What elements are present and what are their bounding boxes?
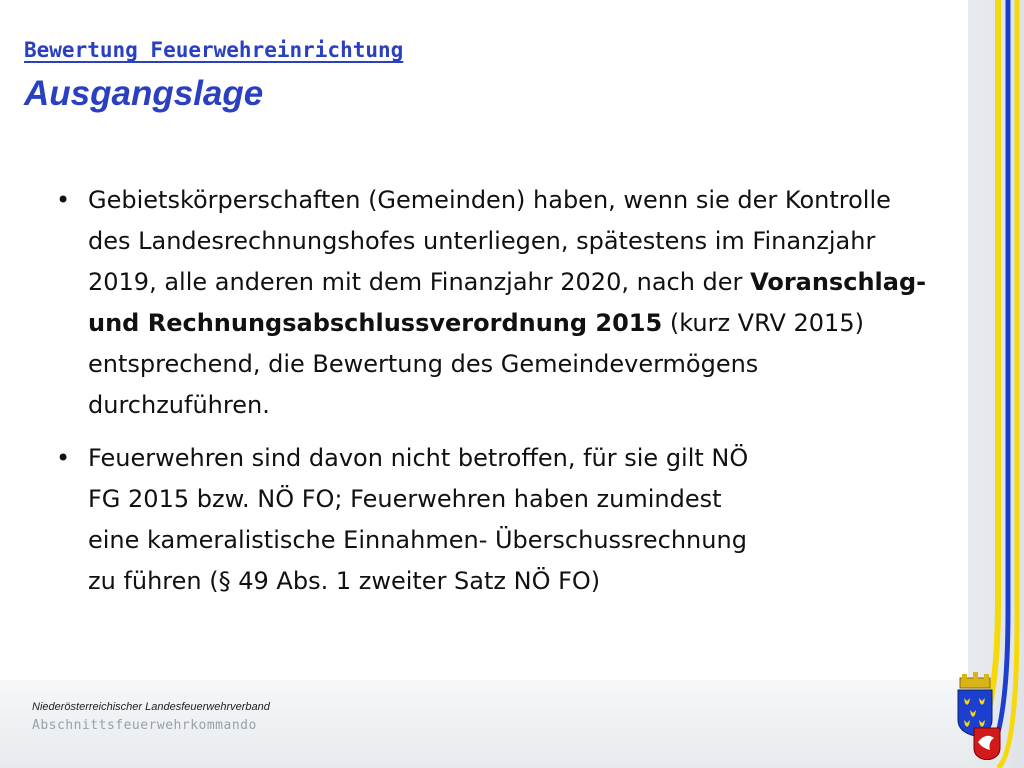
bullet-text-end: (kurz VRV 2015) entsprechend, die Bewertung des Gemeindevermögens durchzuführen. — [88, 309, 864, 419]
bullet-line: eine kameralistische Einnahmen- Überschussrechnung — [88, 526, 747, 554]
bullet-symbol: • — [56, 444, 71, 472]
bullet-list — [56, 180, 936, 614]
noe-firefighter-crest-icon — [950, 672, 1002, 760]
bullet-line: Feuerwehren sind davon nicht betroffen, für sie gilt NÖ — [88, 444, 749, 472]
bullet-line: zu führen (§ 49 Abs. 1 zweiter Satz NÖ FO) — [88, 567, 601, 595]
footer-unit: Abschnittsfeuerwehrkommando — [32, 718, 257, 733]
bullet-symbol: • — [56, 186, 71, 214]
bullet-bold-text: Voranschlag- und Rechnungsabschlussverordnung 2015 — [88, 268, 927, 337]
bullet-text: Gebietskörperschaften (Gemeinden) haben, wenn sie der Kontrolle des Landesrechnungshofes unterliegen, spätestens im Finanzjahr 2019, alle anderen mit dem Finanzjahr 2020, nach der — [88, 186, 891, 296]
footer-organization: Niederösterreichischer Landesfeuerwehrverband — [32, 701, 270, 713]
bullet-line: FG 2015 bzw. NÖ FO; Feuerwehren haben zumindest — [88, 485, 722, 513]
bullet-item — [56, 180, 936, 426]
bullet-item — [56, 438, 936, 602]
slide-title: Ausgangslage — [24, 74, 264, 113]
slide-subtitle: Bewertung Feuerwehreinrichtung — [24, 38, 404, 62]
decorative-stripes — [990, 0, 1024, 768]
